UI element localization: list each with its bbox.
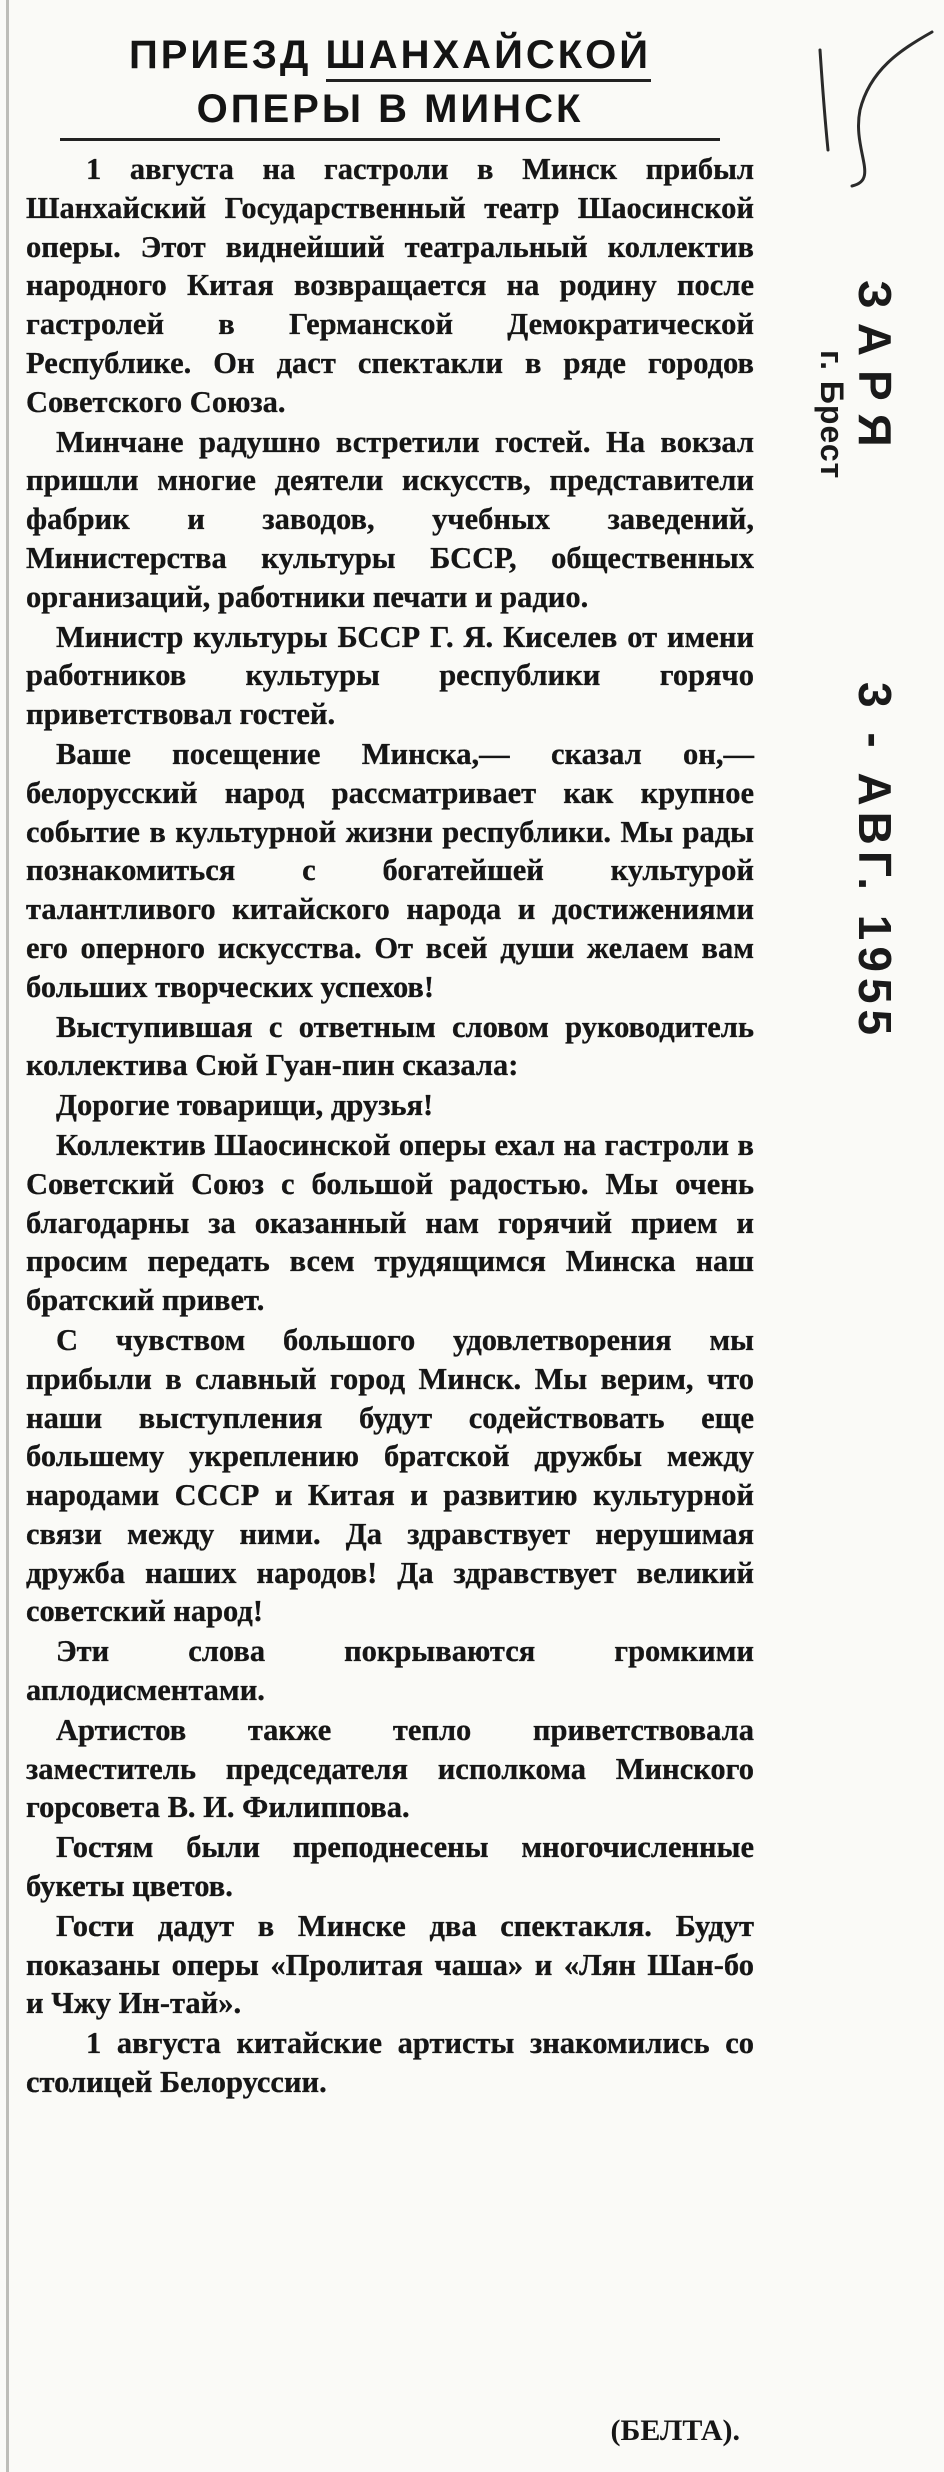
paragraph: Выступившая с ответным словом руководитель коллектива Сюй Гуан-пин сказала: bbox=[26, 1009, 754, 1083]
headline-part-1: ПРИЕЗД bbox=[129, 33, 326, 77]
stamp-city: г. Брест bbox=[814, 350, 850, 480]
article-headline bbox=[60, 28, 720, 141]
paragraph: Дорогие товарищи, друзья! bbox=[56, 1088, 434, 1123]
paragraph: Минчане радушно встретили гостей. На вокзал пришли многие деятели искусств, представители фабрик и заводов, учебных заведений, Министерства культуры БССР, общественных организаций, работники печати и радио. bbox=[26, 424, 754, 614]
headline-line-2: ОПЕРЫ В МИНСК bbox=[60, 82, 720, 141]
pencil-mark-icon bbox=[800, 10, 940, 200]
paragraph: 1 августа на гастроли в Минск прибыл Шанхайский Государственный театр Шаосинской оперы. Этот виднейший театральный коллектив народного Китая возвращается на родину после гастролей в Германской Демократической Республике. Он даст спектакли в ряде городов Советского Союза. bbox=[26, 152, 754, 419]
article-signature: (БЕЛТА). bbox=[610, 2414, 740, 2447]
newspaper-source-stamp bbox=[790, 280, 910, 1080]
article-body bbox=[26, 150, 754, 2103]
paragraph: Гости дадут в Минске два спектакля. Будут показаны оперы «Пролитая чаша» и «Лян Шан-бо и Чжу Ин-тай». bbox=[26, 1908, 754, 2021]
paragraph: Коллектив Шаосинской оперы ехал на гастроли в Советский Союз с большой радостью. Мы очень благодарны за оказанный нам горячий прием и просим передать всем трудящимся Минска наш братский привет. bbox=[26, 1127, 754, 1318]
paragraph: Гостям были преподнесены многочисленные букеты цветов. bbox=[26, 1830, 754, 1904]
paragraph: Артистов также тепло приветствовала заместитель председателя исполкома Минского горсовета В. И. Филиппова. bbox=[26, 1712, 754, 1825]
paragraph: Министр культуры БССР Г. Я. Киселев от имени работников культуры республики горячо приветствовал гостей. bbox=[26, 619, 754, 732]
headline-line-1 bbox=[60, 28, 720, 82]
paragraph: Эти слова покрываются громкими аплодисментами. bbox=[26, 1634, 754, 1708]
paragraph: 1 августа китайские артисты знакомились со столицей Белоруссии. bbox=[26, 2026, 754, 2100]
headline-part-2: ШАНХАЙСКОЙ bbox=[326, 33, 651, 82]
stamp-newspaper-name: ЗАРЯ bbox=[849, 280, 901, 461]
paragraph: Ваше посещение Минска,— сказал он,— белорусский народ рассматривает как крупное событие в культурной жизни республики. Мы рады познакомиться с богатейшей культурой талантливого китайского народа и достижениями его оперного искусства. От всей души желаем вам больших творческих успехов! bbox=[26, 736, 754, 1004]
stamp-date: 3 - АВГ. 1955 bbox=[849, 682, 901, 1042]
paragraph: С чувством большого удовлетворения мы прибыли в славный город Минск. Мы верим, что наши выступления будут содействовать еще большему укреплению братской дружбы между народами СССР и Китая и развитию культурной связи между ними. Да здравствует нерушимая дружба наших народов! Да здравствует великий советский народ! bbox=[26, 1322, 754, 1629]
